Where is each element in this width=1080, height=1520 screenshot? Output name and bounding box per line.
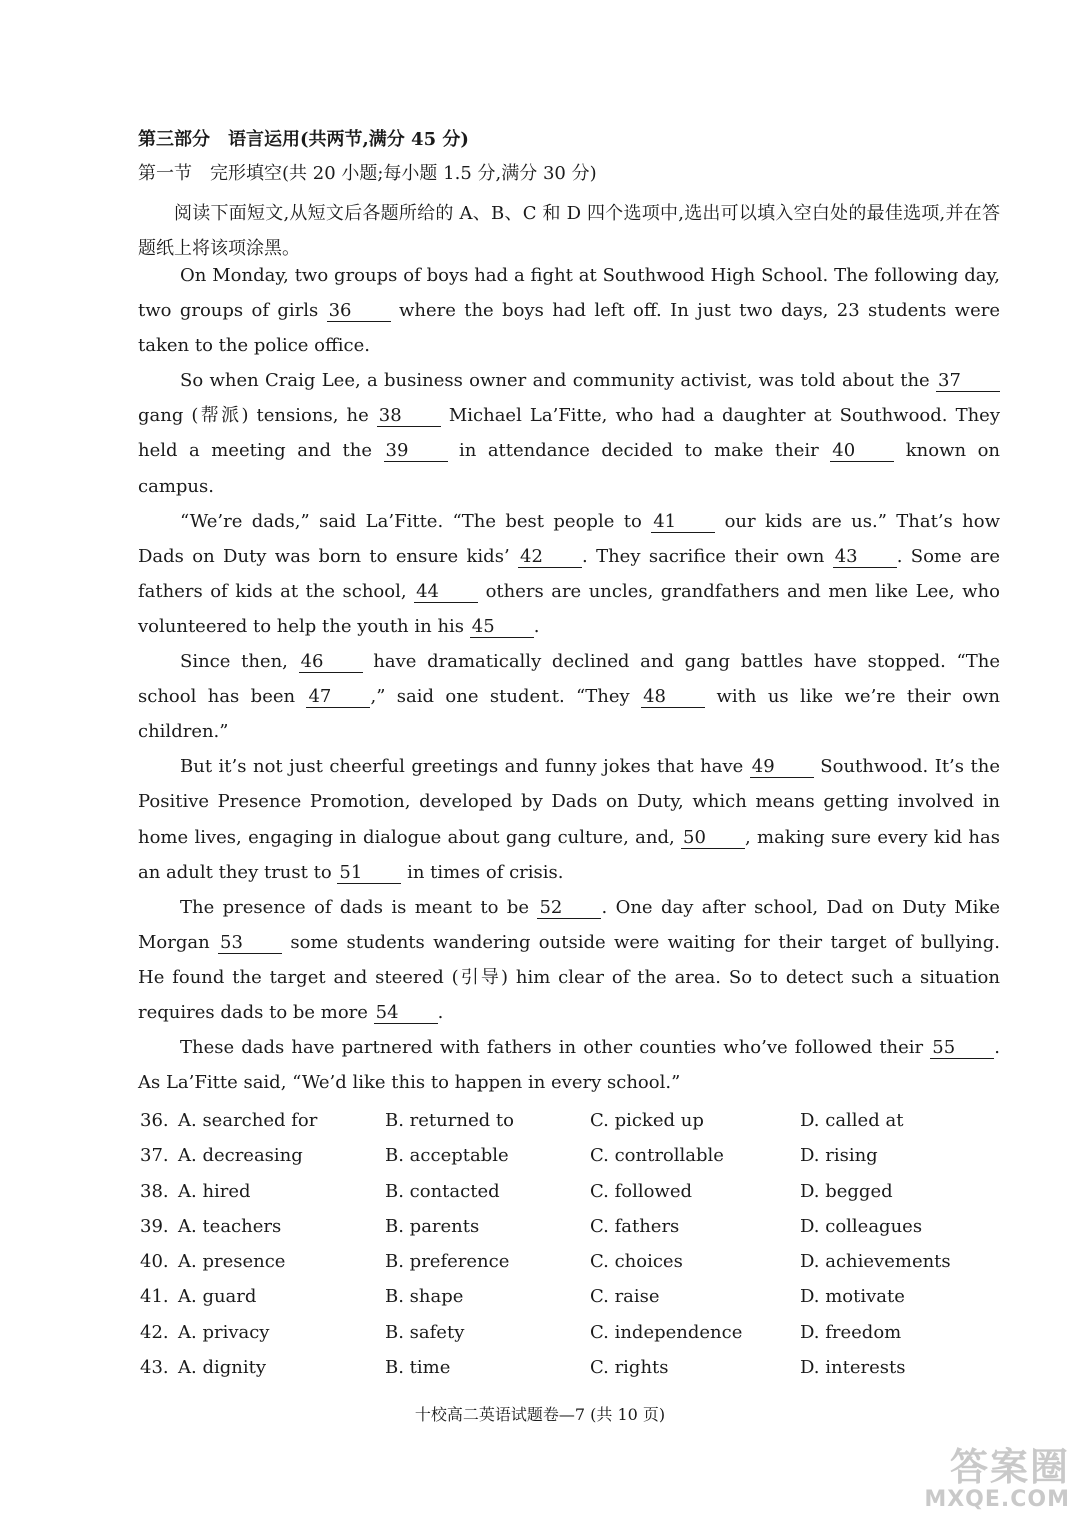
blank-54: 54 <box>374 1003 438 1024</box>
option-a: A. searched for <box>178 1110 318 1131</box>
passage-text: . <box>533 615 540 637</box>
option-d: D. freedom <box>800 1321 902 1343</box>
passage-text: . They sacrifice their own <box>582 545 833 567</box>
option-b: B. time <box>385 1357 451 1379</box>
question-row <box>140 1138 1000 1173</box>
option-c: C. rights <box>590 1357 669 1379</box>
blank-46: 46 <box>299 652 363 673</box>
option-a: A. presence <box>178 1251 286 1273</box>
blank-38: 38 <box>377 406 441 427</box>
blank-50: 50 <box>681 828 745 849</box>
option-a: A. teachers <box>178 1215 282 1237</box>
passage-paragraph <box>138 258 1000 363</box>
blank-52: 52 <box>537 898 601 919</box>
passage-text: others are uncles, grandfathers and men like Lee, who volunteered to help the youth in his <box>138 580 1000 637</box>
passage-text: Michael La’Fitte, who had a daughter at Southwood. They held a meeting and the <box>138 405 1000 462</box>
passage-paragraph <box>138 644 1000 749</box>
passage-text: . As La’Fitte said, “We’d like this to happen in every school.” <box>138 1037 1000 1094</box>
blank-44: 44 <box>414 582 478 603</box>
question-row <box>140 1103 1000 1138</box>
option-a: A. decreasing <box>178 1145 303 1167</box>
option-d: D. rising <box>800 1145 878 1167</box>
watermark-logo: 答案圈 <box>949 1445 1070 1489</box>
blank-39: 39 <box>384 441 448 462</box>
passage-text: Since then, <box>180 651 299 673</box>
option-c: C. followed <box>590 1180 693 1202</box>
option-b: B. safety <box>385 1321 465 1343</box>
question-row <box>140 1209 1000 1244</box>
option-a: A. dignity <box>178 1357 266 1379</box>
passage-text: in attendance decided to make their <box>447 440 831 462</box>
passage-paragraph <box>138 890 1000 1030</box>
passage-text: where the boys had left off. In just two days, 23 students were taken to the police office. <box>138 300 1000 357</box>
question-number: 41. <box>140 1286 169 1308</box>
option-b: B. shape <box>385 1286 464 1308</box>
passage-text: some students wandering outside were waiting for their target of bullying. He found the target and steered (引导) him clear of the area. So to detect such a situation requires dads to be more <box>138 931 1000 1023</box>
question-number: 37. <box>140 1145 169 1167</box>
option-a: A. guard <box>178 1286 257 1308</box>
option-a: A. privacy <box>178 1321 270 1343</box>
passage-text: “We’re dads,” said La’Fitte. “The best people to <box>180 510 652 532</box>
question-number: 40. <box>140 1251 169 1273</box>
blank-37: 37 <box>936 371 1000 392</box>
blank-45: 45 <box>470 617 534 638</box>
question-number: 39. <box>140 1215 169 1237</box>
blank-55: 55 <box>930 1038 994 1059</box>
passage-text: , making sure every kid has an adult they trust to <box>138 826 1000 883</box>
passage-text: ,” said one student. “They <box>370 686 642 708</box>
passage-text: These dads have partnered with fathers in other counties who’ve followed their <box>180 1037 931 1059</box>
passage-text: . Some are fathers of kids at the school, <box>138 545 1000 602</box>
option-c: C. raise <box>590 1286 660 1308</box>
option-d: D. interests <box>800 1357 906 1379</box>
option-d: D. motivate <box>800 1286 905 1308</box>
option-b: B. returned to <box>385 1110 514 1131</box>
question-number: 38. <box>140 1180 169 1202</box>
option-b: B. preference <box>385 1251 510 1273</box>
option-c: C. controllable <box>590 1145 724 1167</box>
passage-text: have dramatically declined and gang battles have stopped. “The school has been <box>138 651 1000 708</box>
blank-40: 40 <box>830 441 894 462</box>
blank-47: 47 <box>306 687 370 708</box>
passage-text: So when Craig Lee, a business owner and community activist, was told about the <box>180 370 936 392</box>
passage-paragraph <box>138 504 1000 644</box>
question-number: 36. <box>140 1110 169 1131</box>
passage-text: On Monday, two groups of boys had a fight at Southwood High School. The following day, two groups of girls <box>138 265 1000 322</box>
blank-43: 43 <box>833 547 897 568</box>
option-d: D. called at <box>800 1110 904 1131</box>
watermark <box>924 1446 1070 1512</box>
passage-text: Southwood. It’s the Positive Presence Promotion, developed by Dads on Duty, which means getting involved in home lives, engaging in dialogue about gang culture, and, <box>138 756 1000 848</box>
passage-text: But it’s not just cheerful greetings and funny jokes that have <box>180 756 750 778</box>
passage-text: gang (帮派) tensions, he <box>138 405 377 427</box>
blank-49: 49 <box>750 757 814 778</box>
question-row <box>140 1279 1000 1314</box>
option-b: B. parents <box>385 1215 480 1237</box>
watermark-url: MXQE.COM <box>924 1487 1070 1512</box>
blank-53: 53 <box>218 933 282 954</box>
option-d: D. colleagues <box>800 1215 923 1237</box>
passage-text: with us like we’re their own children.” <box>138 686 1000 743</box>
option-b: B. acceptable <box>385 1145 509 1167</box>
question-row <box>140 1350 1000 1385</box>
question-number: 42. <box>140 1321 169 1343</box>
blank-42: 42 <box>518 547 582 568</box>
part-title: 第三部分 语言运用(共两节,满分 45 分) <box>138 129 469 150</box>
passage-text: . <box>437 1001 444 1023</box>
passage-text: in times of crisis. <box>401 861 564 883</box>
option-b: B. contacted <box>385 1180 500 1202</box>
instructions: 阅读下面短文,从短文后各题所给的 A、B、C 和 D 四个选项中,选出可以填入空白处的最佳选项,并在答题纸上将该项涂黑。 <box>138 203 1000 259</box>
passage-text: known on campus. <box>138 440 1001 497</box>
passage-paragraph <box>138 749 1000 889</box>
option-c: C. picked up <box>590 1110 704 1131</box>
passage-text: our kids are us.” That’s how Dads on Duty was born to ensure kids’ <box>138 510 1001 567</box>
cloze-passage <box>138 258 1000 1100</box>
section-title: 第一节 完形填空(共 20 小题;每小题 1.5 分,满分 30 分) <box>138 163 597 184</box>
option-a: A. hired <box>178 1180 251 1202</box>
question-row <box>140 1174 1000 1209</box>
passage-paragraph <box>138 363 1000 503</box>
option-d: D. achievements <box>800 1251 951 1273</box>
question-options <box>140 1103 1000 1385</box>
blank-36: 36 <box>327 301 391 322</box>
option-c: C. independence <box>590 1321 743 1343</box>
question-row <box>140 1315 1000 1350</box>
blank-41: 41 <box>651 512 715 533</box>
option-c: C. fathers <box>590 1215 680 1237</box>
passage-text: . One day after school, Dad on Duty Mike Morgan <box>138 896 1000 953</box>
page-footer: 十校高二英语试题卷—7 (共 10 页) <box>414 1405 666 1424</box>
question-row <box>140 1244 1000 1279</box>
blank-51: 51 <box>337 863 401 884</box>
blank-48: 48 <box>641 687 705 708</box>
passage-text: The presence of dads is meant to be <box>180 896 538 918</box>
option-c: C. choices <box>590 1251 683 1273</box>
question-number: 43. <box>140 1357 169 1379</box>
option-d: D. begged <box>800 1180 893 1202</box>
passage-paragraph <box>138 1030 1000 1100</box>
